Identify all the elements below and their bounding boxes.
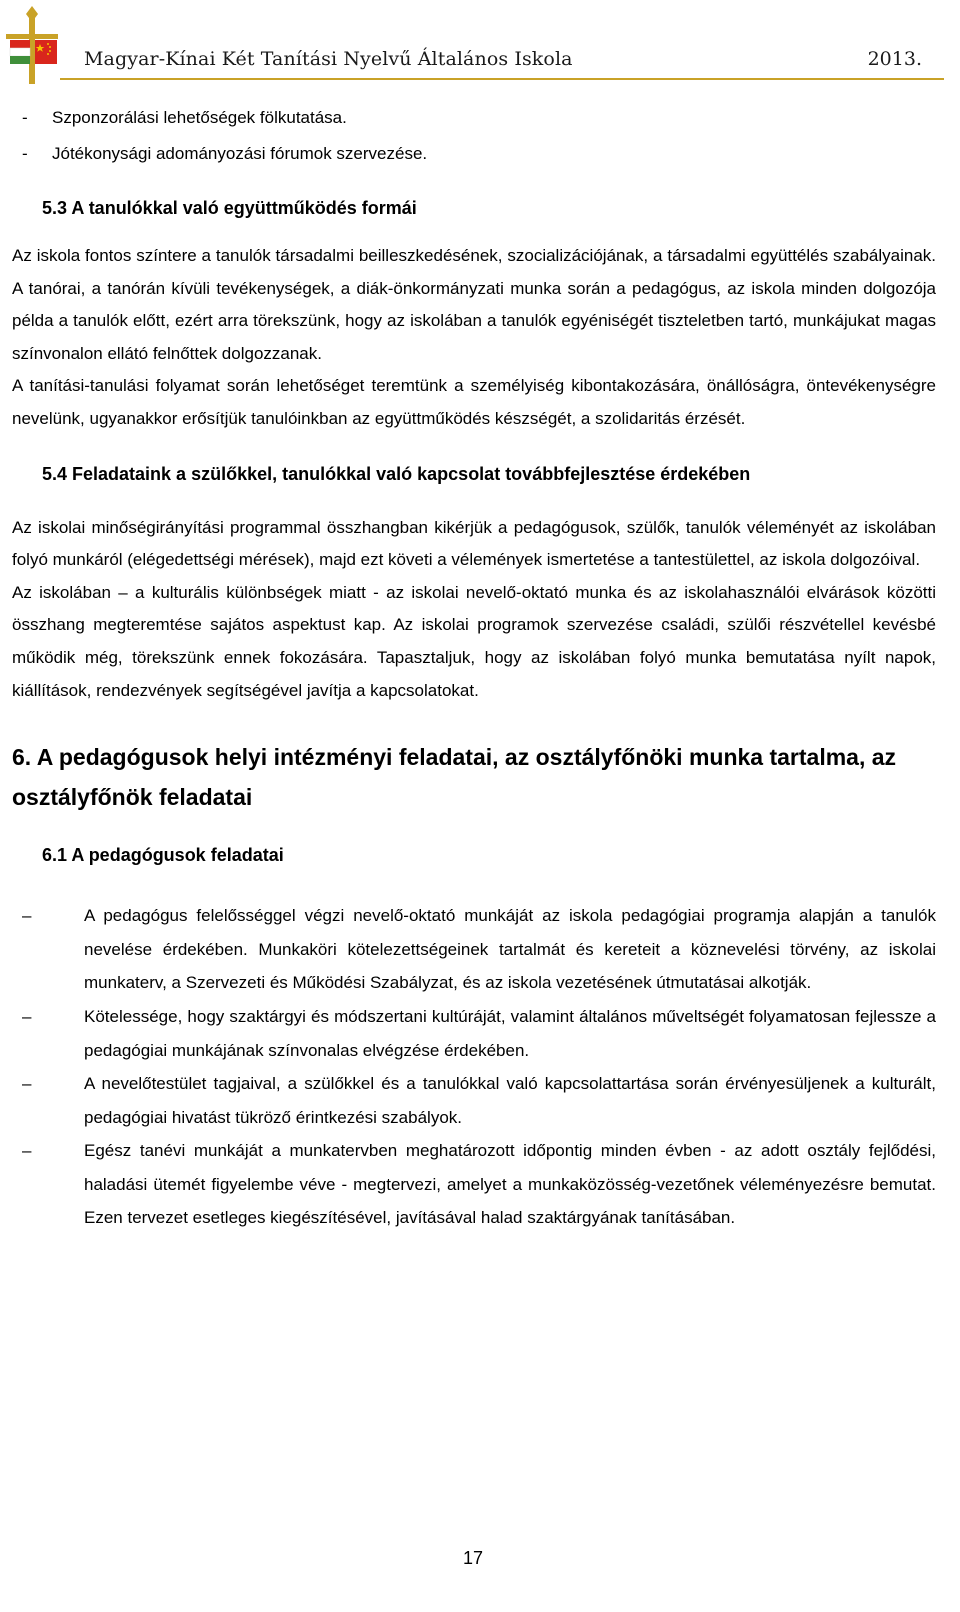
dash-marker: – bbox=[22, 906, 32, 926]
list-item-text: Kötelessége, hogy szaktárgyi és módszertani kultúráját, valamint általános műveltségét folyamatosan fejlessze a pedagógiai munkájának színvonalas elvégzése érdekében. bbox=[84, 1006, 936, 1060]
list-item bbox=[12, 136, 936, 172]
section-heading-6: 6. A pedagógusok helyi intézményi feladatai, az osztályfőnöki munka tartalma, az osztályfőnök feladatai bbox=[12, 744, 897, 811]
paragraph: Az iskolában – a kulturális különbségek miatt - az iskolai nevelő-oktató munka és az iskolahasználói elvárások közötti összhang megteremtése sajátos aspektust kap. Az iskolai programok szervezése családi, szülői részvétellel kevésbé működik még, törekszünk ennek fokozására. Tapasztaljuk, hogy az iskolában folyó munka bemutatása nyílt napok, kiállítások, rendezvények segítségével javítja a kapcsolatokat. bbox=[12, 582, 936, 700]
page-number: 17 bbox=[462, 1548, 484, 1568]
list-item-text: Egész tanévi munkáját a munkatervben meghatározott időpontig minden évben - az adott osztály fejlődési, haladási ütemét figyelembe véve - megtervezi, amelyet a munkaközösség-vezetőnek véleményezésre bemutat. Ezen tervezet esetleges kiegészítésével, javításával halad szaktárgyának tanításában. bbox=[84, 1141, 936, 1228]
list-item bbox=[12, 1067, 936, 1134]
list-item-text: Szponzorálási lehetőségek fölkutatása. bbox=[52, 108, 347, 127]
page-content bbox=[12, 100, 936, 1235]
paragraph: A tanítási-tanulási folyamat során lehetőséget teremtünk a személyiség kibontakozására, önállóságra, öntevékenységre nevelünk, ugyanakkor erősítjük tanulóinkban az együttműködés készségét, a szolidaritás érzését. bbox=[12, 376, 936, 428]
page-header bbox=[0, 0, 960, 86]
school-logo-icon bbox=[2, 4, 62, 84]
dash-marker: - bbox=[22, 144, 28, 163]
section-heading-5-3: 5.3 A tanulókkal való együttműködés formái bbox=[42, 198, 417, 218]
dash-marker: - bbox=[22, 108, 28, 127]
dash-marker: – bbox=[22, 1141, 32, 1161]
header-year: 2013. bbox=[867, 48, 922, 70]
list-item bbox=[12, 100, 936, 136]
section-heading-6-1: 6.1 A pedagógusok feladatai bbox=[42, 845, 284, 866]
paragraph: Az iskola fontos színtere a tanulók társadalmi beilleszkedésének, szocializációjának, a társadalmi együttélés szabályainak. A tanórai, a tanórán kívüli tevékenységek, a diák-önkormányzati munka során a pedagógus, az iskola minden dolgozója példa a tanulók előtt, ezért arra törekszünk, hogy az iskolában a tanulók egyéniségét tiszteletben tartó, munkájukat magas színvonalon ellátó felnőttek dolgozzanak. bbox=[12, 246, 936, 363]
list-item bbox=[12, 1134, 936, 1235]
list-item bbox=[12, 899, 936, 1000]
duties-list bbox=[12, 899, 936, 1235]
header-divider bbox=[60, 78, 944, 80]
list-item bbox=[12, 1000, 936, 1067]
list-item-text: A nevelőtestület tagjaival, a szülőkkel és a tanulókkal való kapcsolattartása során érvényesüljenek a kulturált, pedagógiai hivatást tükröző érintkezési szabályok. bbox=[84, 1074, 936, 1127]
list-item-text: A pedagógus felelősséggel végzi nevelő-oktató munkáját az iskola pedagógiai programja alapján a tanulók nevelése érdekében. Munkaköri kötelezettségeinek tartalmát és kereteit a köznevelési törvény, az iskolai munkaterv, a Szervezeti és Működési Szabályzat, és az iskola vezetésének útmutatásai alkotják. bbox=[84, 906, 936, 993]
dash-marker: – bbox=[22, 1074, 32, 1094]
paragraph: Az iskolai minőségirányítási programmal összhangban kikérjük a pedagógusok, szülők, tanulók véleményét az iskolában folyó munkáról (elégedettségi mérések), majd ezt követi a vélemények ismertetése a tantestülettel, az iskola dolgozóival. bbox=[12, 517, 936, 570]
dash-marker: – bbox=[22, 1006, 32, 1026]
header-school-name: Magyar-Kínai Két Tanítási Nyelvű Általános Iskola bbox=[84, 48, 573, 70]
list-item-text: Jótékonysági adományozási fórumok szervezése. bbox=[52, 144, 428, 163]
section-heading-5-4: 5.4 Feladataink a szülőkkel, tanulókkal való kapcsolat továbbfejlesztése érdekében bbox=[42, 463, 751, 484]
